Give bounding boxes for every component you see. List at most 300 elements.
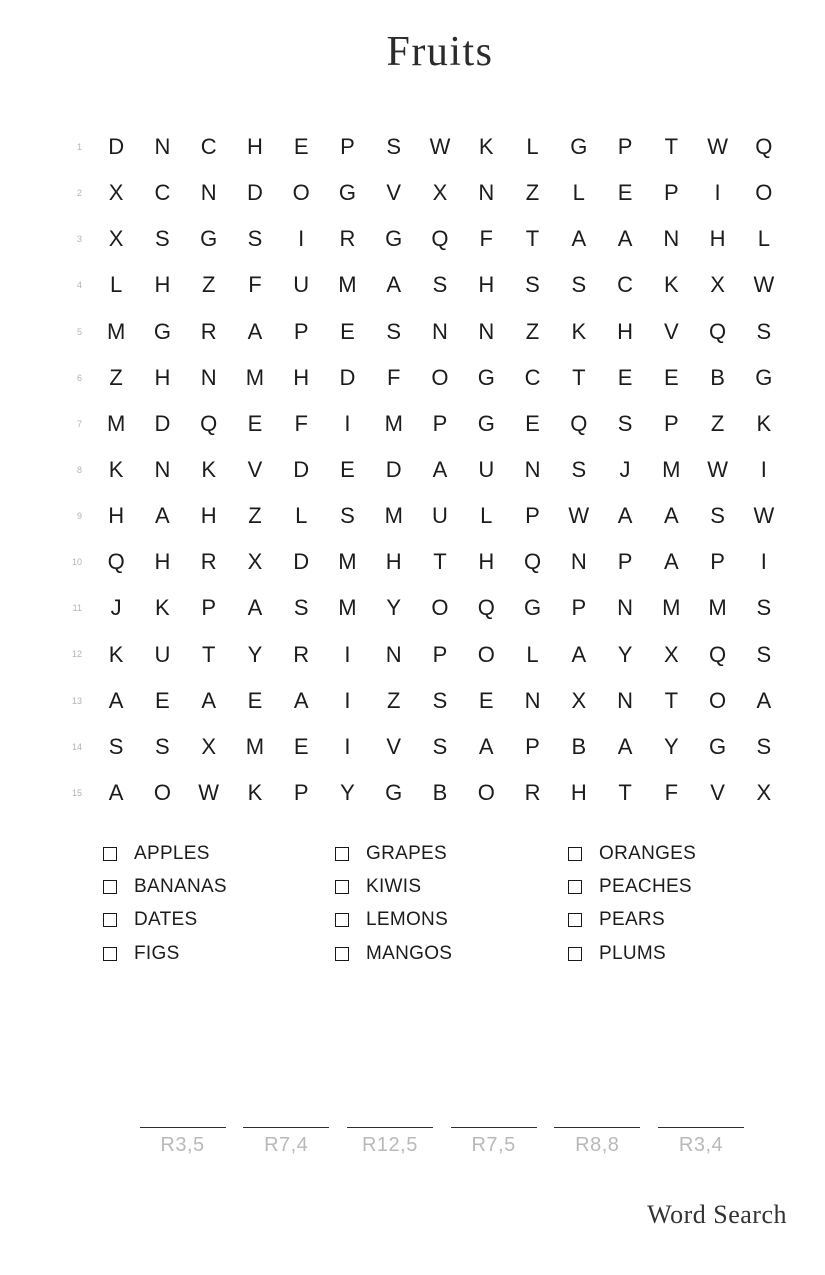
- grid-cell: P: [525, 503, 540, 529]
- grid-cell: I: [714, 180, 721, 206]
- word-label: PEARS: [599, 909, 665, 931]
- grid-cell: I: [760, 456, 767, 482]
- row-number: 12: [71, 649, 82, 660]
- grid-cell: A: [663, 549, 679, 575]
- grid-cell: Z: [109, 364, 123, 390]
- grid-cell: Z: [525, 180, 540, 206]
- word-label: KIWIS: [366, 876, 422, 898]
- grid-cell: S: [432, 687, 448, 713]
- grid-cell: F: [387, 364, 401, 390]
- grid-cell: E: [293, 733, 309, 759]
- grid-cell: K: [663, 272, 679, 298]
- grid-cell: M: [384, 503, 403, 529]
- grid-cell: D: [385, 456, 402, 482]
- grid-cell: C: [524, 364, 541, 390]
- grid-cell: X: [247, 549, 263, 575]
- word-label: MANGOS: [366, 942, 453, 964]
- grid-cell: A: [108, 779, 124, 805]
- grid-cell: E: [663, 364, 679, 390]
- grid-cell: M: [106, 318, 126, 344]
- grid-cell: L: [110, 272, 123, 298]
- grid-cell: L: [295, 503, 308, 529]
- grid-cell: P: [432, 641, 448, 667]
- word-checkbox[interactable]: [568, 947, 582, 961]
- grid-cell: S: [247, 226, 263, 252]
- grid-cell: O: [431, 595, 449, 621]
- grid-cell: S: [756, 733, 772, 759]
- grid-cell: I: [344, 641, 351, 667]
- word-label: APPLES: [134, 842, 210, 864]
- grid-cell: G: [755, 364, 773, 390]
- grid-cell: P: [710, 549, 725, 575]
- footer-brand: Word Search: [647, 1200, 787, 1229]
- grid-cell: Q: [523, 549, 542, 575]
- row-number-column: [56, 124, 82, 816]
- grid-cell: T: [618, 779, 632, 805]
- grid-cell: S: [155, 226, 170, 252]
- word-column-1: [103, 837, 227, 970]
- grid-cell: R: [339, 226, 356, 252]
- grid-cell: Q: [709, 318, 727, 344]
- grid-cell: I: [760, 549, 767, 575]
- word-list-item: [335, 837, 452, 870]
- word-checkbox[interactable]: [335, 947, 349, 961]
- grid-cell: H: [570, 779, 587, 805]
- word-checkbox[interactable]: [103, 880, 117, 894]
- grid-cell: S: [710, 503, 725, 529]
- grid-cell: N: [663, 226, 680, 252]
- grid-cell: F: [664, 779, 679, 805]
- grid-cell: Y: [617, 641, 633, 667]
- grid-cell: L: [572, 180, 585, 206]
- grid-cell: N: [154, 134, 171, 160]
- grid-cell: G: [570, 134, 588, 160]
- grid-cell: N: [154, 456, 171, 482]
- grid-cell: S: [432, 272, 448, 298]
- grid-cell: R: [200, 318, 217, 344]
- grid-cell: W: [707, 456, 728, 482]
- grid-cell: D: [293, 456, 310, 482]
- word-checkbox[interactable]: [103, 847, 117, 861]
- grid-cell: W: [198, 779, 220, 805]
- grid-cell: X: [756, 779, 772, 805]
- answer-blank: [451, 1127, 537, 1157]
- answer-blank-line: [554, 1127, 640, 1128]
- grid-cell: T: [664, 687, 679, 713]
- grid-cell: X: [108, 226, 124, 252]
- grid-cell: T: [525, 226, 540, 252]
- grid-cell: X: [432, 180, 448, 206]
- word-column-3: [568, 837, 696, 970]
- grid-cell: R: [524, 779, 541, 805]
- grid-cell: D: [154, 410, 171, 436]
- grid-cell: X: [663, 641, 679, 667]
- answer-blank-label: R7,5: [471, 1134, 516, 1156]
- word-checkbox[interactable]: [568, 880, 582, 894]
- word-label: ORANGES: [599, 842, 697, 864]
- word-label: PEACHES: [599, 876, 692, 898]
- grid-cell: U: [478, 456, 495, 482]
- grid-cell: F: [248, 272, 262, 298]
- row-number: 3: [76, 234, 82, 245]
- row-number: 9: [76, 511, 82, 522]
- grid-cell: E: [617, 364, 633, 390]
- grid-cell: M: [338, 595, 357, 621]
- grid-cell: S: [756, 318, 772, 344]
- grid-cell: A: [201, 687, 216, 713]
- answer-blank-line: [347, 1127, 433, 1128]
- grid-cell: H: [200, 503, 217, 529]
- grid-cell: K: [155, 595, 170, 621]
- grid-cell: F: [294, 410, 308, 436]
- grid-cell: R: [200, 549, 217, 575]
- word-list-item: [568, 904, 696, 937]
- grid-cell: N: [432, 318, 448, 344]
- grid-cell: H: [108, 503, 125, 529]
- grid-cell: D: [293, 549, 310, 575]
- grid-cell: A: [571, 641, 587, 667]
- grid-cell: H: [154, 272, 171, 298]
- answer-blank-line: [451, 1127, 537, 1128]
- grid-cell: P: [293, 779, 309, 805]
- grid-cell: S: [108, 733, 124, 759]
- grid-cell: T: [572, 364, 586, 390]
- grid-cell: E: [478, 687, 494, 713]
- word-checkbox[interactable]: [568, 913, 582, 927]
- grid-cell: E: [247, 410, 263, 436]
- grid-cell: P: [525, 733, 540, 759]
- grid-cell: K: [247, 779, 263, 805]
- grid-cell: C: [154, 180, 171, 206]
- grid-cell: B: [571, 733, 587, 759]
- grid-cell: A: [293, 687, 309, 713]
- grid-cell: D: [246, 180, 263, 206]
- grid-cell: N: [200, 364, 217, 390]
- grid-cell: S: [571, 272, 587, 298]
- answer-blank: [347, 1127, 433, 1157]
- grid-cell: M: [662, 456, 681, 482]
- grid-cell: H: [478, 272, 495, 298]
- answer-blank-line: [140, 1127, 226, 1128]
- grid-cell: P: [293, 318, 309, 344]
- row-number: 5: [76, 326, 82, 337]
- grid-cell: G: [385, 779, 403, 805]
- page-title: Fruits: [386, 29, 494, 75]
- grid-cell: W: [707, 134, 728, 160]
- grid-cell: A: [617, 226, 633, 252]
- grid-cell: N: [478, 180, 495, 206]
- grid-cell: V: [386, 733, 402, 759]
- grid-cell: E: [340, 456, 355, 482]
- grid-cell: P: [201, 595, 216, 621]
- word-list-item: [103, 904, 227, 937]
- word-checkbox[interactable]: [335, 880, 349, 894]
- grid-cell: Y: [386, 595, 402, 621]
- answer-blank-label: R3,5: [160, 1134, 205, 1156]
- letter-grid: [93, 124, 787, 816]
- word-label: LEMONS: [366, 909, 449, 931]
- grid-cell: A: [571, 226, 587, 252]
- grid-cell: M: [245, 733, 265, 759]
- grid-cell: Y: [663, 733, 679, 759]
- grid-cell: F: [479, 226, 493, 252]
- row-number: 2: [76, 188, 82, 199]
- grid-cell: U: [154, 641, 171, 667]
- grid-cell: W: [753, 272, 775, 298]
- grid-cell: M: [662, 595, 681, 621]
- grid-cell: S: [432, 733, 448, 759]
- grid-cell: A: [108, 687, 124, 713]
- grid-cell: S: [340, 503, 355, 529]
- word-checkbox[interactable]: [568, 847, 582, 861]
- answer-blank: [140, 1127, 226, 1157]
- grid-cell: V: [247, 456, 263, 482]
- grid-cell: X: [201, 733, 216, 759]
- grid-cell: Z: [710, 410, 725, 436]
- grid-cell: Q: [477, 595, 495, 621]
- answer-blank-label: R7,4: [264, 1134, 309, 1156]
- grid-cell: A: [617, 503, 633, 529]
- grid-cell: H: [385, 549, 402, 575]
- grid-cell: I: [344, 733, 351, 759]
- grid-cell: O: [477, 779, 495, 805]
- word-label: PLUMS: [599, 942, 666, 964]
- grid-cell: X: [571, 687, 587, 713]
- grid-cell: N: [617, 595, 633, 621]
- grid-cell: U: [293, 272, 310, 298]
- grid-cell: H: [293, 364, 310, 390]
- grid-cell: L: [757, 226, 770, 252]
- grid-cell: G: [477, 410, 495, 436]
- grid-cell: M: [338, 272, 357, 298]
- word-list-item: [335, 937, 452, 970]
- word-column-2: [335, 837, 452, 970]
- grid-cell: K: [478, 134, 494, 160]
- grid-cell: G: [523, 595, 542, 621]
- word-label: FIGS: [134, 942, 180, 964]
- grid-cell: N: [617, 687, 633, 713]
- row-number: 8: [76, 464, 82, 475]
- word-checkbox[interactable]: [103, 913, 117, 927]
- grid-cell: T: [433, 549, 447, 575]
- grid-cell: A: [386, 272, 402, 298]
- grid-cell: P: [571, 595, 587, 621]
- grid-cell: T: [201, 641, 216, 667]
- grid-cell: E: [247, 687, 263, 713]
- grid-cell: B: [710, 364, 725, 390]
- grid-cell: S: [571, 456, 587, 482]
- grid-cell: Q: [570, 410, 588, 436]
- grid-cell: W: [429, 134, 451, 160]
- grid-cell: S: [756, 595, 772, 621]
- answer-blank-line: [658, 1127, 744, 1128]
- grid-cell: J: [110, 595, 122, 621]
- grid-cell: X: [108, 180, 124, 206]
- grid-cell: G: [709, 733, 727, 759]
- grid-cell: Y: [247, 641, 263, 667]
- grid-cell: S: [525, 272, 540, 298]
- grid-cell: A: [247, 595, 263, 621]
- answer-blank: [243, 1127, 329, 1157]
- grid-cell: H: [617, 318, 633, 344]
- grid-cell: A: [617, 733, 633, 759]
- grid-cell: S: [293, 595, 309, 621]
- grid-cell: K: [201, 456, 216, 482]
- grid-cell: P: [663, 180, 679, 206]
- grid-cell: Q: [755, 134, 773, 160]
- grid-cell: H: [478, 549, 495, 575]
- grid-cell: W: [753, 503, 775, 529]
- grid-cell: A: [663, 503, 679, 529]
- grid-cell: P: [617, 549, 633, 575]
- grid-cell: Q: [200, 410, 218, 436]
- grid-cell: O: [153, 779, 171, 805]
- grid-cell: M: [384, 410, 403, 436]
- word-label: BANANAS: [134, 876, 227, 898]
- grid-cell: H: [709, 226, 726, 252]
- grid-cell: Q: [709, 641, 727, 667]
- word-list-item: [568, 870, 696, 903]
- grid-cell: V: [386, 180, 402, 206]
- grid-cell: H: [154, 364, 171, 390]
- grid-cell: A: [478, 733, 494, 759]
- grid-cell: G: [338, 180, 357, 206]
- grid-cell: N: [524, 456, 541, 482]
- grid-cell: O: [709, 687, 727, 713]
- grid-cell: K: [108, 456, 124, 482]
- grid-cell: N: [524, 687, 541, 713]
- row-number: 1: [76, 142, 82, 153]
- word-list-item: [568, 837, 696, 870]
- grid-cell: O: [755, 180, 773, 206]
- grid-cell: C: [617, 272, 633, 298]
- grid-cell: N: [200, 180, 217, 206]
- grid-cell: O: [477, 641, 495, 667]
- row-number: 11: [72, 603, 82, 614]
- row-number: 14: [71, 741, 82, 752]
- row-number: 13: [71, 695, 82, 706]
- row-number: 7: [76, 418, 82, 429]
- grid-cell: D: [108, 134, 125, 160]
- grid-cell: T: [664, 134, 679, 160]
- word-checkbox[interactable]: [335, 847, 349, 861]
- grid-cell: M: [338, 549, 357, 575]
- answer-blank-label: R3,4: [678, 1134, 724, 1156]
- word-list-item: [568, 937, 696, 970]
- grid-cell: Z: [201, 272, 216, 298]
- row-number: 4: [76, 280, 82, 291]
- grid-cell: L: [526, 641, 539, 667]
- word-checkbox[interactable]: [103, 947, 117, 961]
- grid-cell: R: [293, 641, 310, 667]
- grid-cell: O: [292, 180, 310, 206]
- grid-cell: S: [617, 410, 633, 436]
- grid-cell: N: [385, 641, 402, 667]
- answer-blank-label: R8,8: [575, 1134, 620, 1156]
- grid-cell: E: [293, 134, 309, 160]
- answer-blank-line: [243, 1127, 329, 1128]
- grid-cell: A: [247, 318, 263, 344]
- grid-cell: E: [617, 180, 633, 206]
- grid-cell: W: [568, 503, 590, 529]
- answer-blanks: [0, 1127, 825, 1177]
- grid-cell: P: [432, 410, 448, 436]
- grid-cell: L: [480, 503, 493, 529]
- grid-cell: I: [344, 410, 351, 436]
- word-label: DATES: [134, 909, 198, 931]
- grid-cell: H: [154, 549, 171, 575]
- grid-cell: E: [155, 687, 170, 713]
- word-list-item: [103, 937, 227, 970]
- grid-cell: C: [200, 134, 217, 160]
- answer-blank-label: R12,5: [361, 1134, 418, 1156]
- grid-cell: P: [617, 134, 633, 160]
- row-number: 10: [71, 557, 82, 568]
- word-list-item: [335, 904, 452, 937]
- grid-cell: O: [431, 364, 449, 390]
- word-list-item: [103, 837, 227, 870]
- grid-cell: Y: [340, 779, 355, 805]
- grid-cell: M: [106, 410, 126, 436]
- grid-cell: Z: [387, 687, 401, 713]
- grid-cell: Z: [248, 503, 262, 529]
- grid-cell: L: [526, 134, 539, 160]
- word-list-item: [335, 870, 452, 903]
- grid-cell: U: [432, 503, 448, 529]
- grid-cell: X: [710, 272, 725, 298]
- word-label: GRAPES: [366, 842, 447, 864]
- grid-cell: V: [710, 779, 725, 805]
- word-checkbox[interactable]: [335, 913, 349, 927]
- grid-cell: P: [340, 134, 355, 160]
- grid-cell: K: [108, 641, 124, 667]
- grid-cell: B: [432, 779, 448, 805]
- grid-cell: H: [246, 134, 263, 160]
- grid-cell: D: [339, 364, 356, 390]
- grid-cell: E: [525, 410, 540, 436]
- row-number: 15: [71, 787, 82, 798]
- grid-cell: E: [340, 318, 355, 344]
- grid-cell: I: [298, 226, 305, 252]
- answer-blank: [554, 1127, 640, 1157]
- grid-cell: G: [385, 226, 403, 252]
- grid-cell: S: [756, 641, 772, 667]
- grid-cell: G: [200, 226, 218, 252]
- grid-cell: S: [155, 733, 170, 759]
- grid-cell: A: [155, 503, 170, 529]
- grid-cell: S: [386, 318, 402, 344]
- grid-cell: I: [344, 687, 351, 713]
- row-number: 6: [76, 372, 82, 383]
- grid-cell: N: [478, 318, 495, 344]
- grid-cell: N: [570, 549, 587, 575]
- grid-cell: J: [619, 456, 631, 482]
- grid-cell: A: [756, 687, 772, 713]
- grid-cell: K: [756, 410, 772, 436]
- grid-cell: Z: [525, 318, 540, 344]
- grid-cell: Q: [431, 226, 449, 252]
- grid-cell: P: [663, 410, 679, 436]
- grid-cell: M: [708, 595, 727, 621]
- grid-cell: V: [663, 318, 679, 344]
- grid-cell: A: [432, 456, 448, 482]
- answer-blank: [658, 1127, 744, 1157]
- word-list-item: [103, 870, 227, 903]
- grid-cell: G: [477, 364, 495, 390]
- grid-cell: K: [571, 318, 587, 344]
- grid-cell: Q: [107, 549, 125, 575]
- grid-cell: S: [386, 134, 402, 160]
